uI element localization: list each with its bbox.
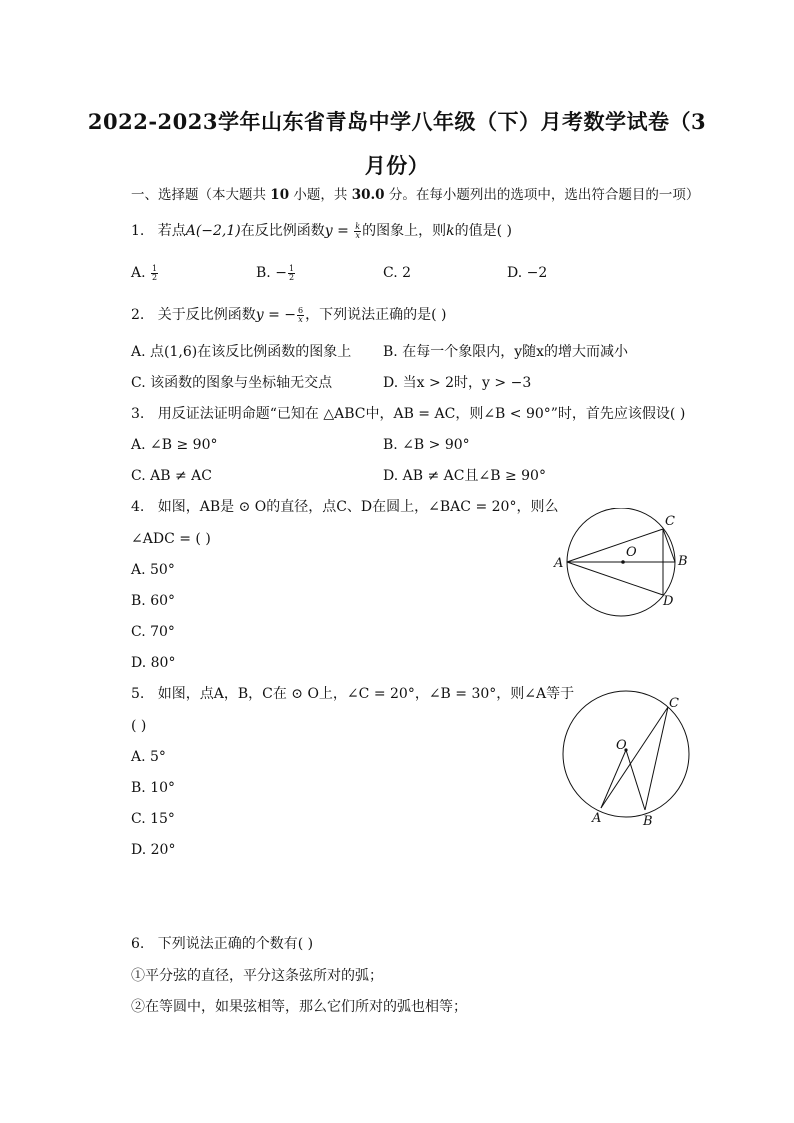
q1-frac-num: k <box>355 221 361 231</box>
section-score: 30.0 <box>351 187 385 203</box>
q5-text: 如图，点A，B，C在 ⊙ O上，∠C = 20°，∠B = 30°，则∠A等于 <box>157 686 575 702</box>
q1-opt-b-fraction <box>288 265 295 282</box>
q1-pre: 若点 <box>157 223 186 239</box>
q6-item-1: ①平分弦的直径，平分这条弦所对的弧； <box>131 968 383 984</box>
q1-number: 1. <box>131 223 145 239</box>
q5-chord-bc <box>645 707 668 810</box>
section-mid: 小题，共 <box>293 187 348 203</box>
q4-center-dot <box>621 560 625 564</box>
q5-text-line-2: ( ) <box>131 718 147 734</box>
q5-option-d: D. 20° <box>131 842 176 858</box>
q1-mid: 在反比例函数 <box>240 223 325 239</box>
q3-text: 用反证法证明命题“已知在 △ABC中，AB = AC，则∠B < 90°”时，首先应该假设( ) <box>157 406 686 422</box>
q4-label-a: A <box>554 556 564 571</box>
question-1 <box>131 222 512 240</box>
question-6 <box>131 935 313 953</box>
q4-option-d: D. 80° <box>131 655 176 671</box>
section-suffix: 分。在每小题列出的选项中，选出符合题目的一项） <box>388 187 700 203</box>
q2-func-lhs: y = − <box>255 307 296 323</box>
q4-figure <box>550 508 700 620</box>
q4-text-line-2: ∠ADC = ( ) <box>131 531 211 547</box>
q1-opt-a-fraction <box>151 265 158 282</box>
section-header <box>131 186 699 204</box>
q1-option-a <box>131 264 159 282</box>
q1-option-d: D. −2 <box>507 265 548 281</box>
q5-radius-oa <box>601 750 626 808</box>
q4-label-o: O <box>626 545 637 560</box>
q5-option-a: A. 5° <box>131 749 166 765</box>
q5-label-a: A <box>592 811 602 826</box>
q2-fraction <box>297 307 304 324</box>
title-line-2: 月份） <box>364 153 430 178</box>
q1-opt-a-num: 1 <box>152 263 158 273</box>
q1-frac-den: x <box>355 230 360 240</box>
q5-option-c: C. 15° <box>131 811 175 827</box>
q1-func-lhs: y = <box>324 223 354 239</box>
q5-label-b: B <box>643 814 653 829</box>
q5-chord-ac <box>601 707 668 808</box>
q5-label-c: C <box>669 696 679 711</box>
q4-label-b: B <box>678 554 688 569</box>
q3-number: 3. <box>131 406 145 422</box>
question-5 <box>131 685 574 703</box>
q6-text: 下列说法正确的个数有( ) <box>157 936 314 952</box>
q1-opt-a-label: A. <box>131 265 146 281</box>
q5-number: 5. <box>131 686 145 702</box>
q3-option-a: A. ∠B ≥ 90° <box>131 437 218 453</box>
section-count: 10 <box>270 187 290 203</box>
title-line-1: 2022-2023学年山东省青岛中学八年级（下）月考数学试卷（3 <box>87 109 707 134</box>
section-prefix: 一、选择题（本大题共 <box>131 187 266 203</box>
q6-item-2: ②在等圆中，如果弦相等，那么它们所对的弧也相等； <box>131 999 467 1015</box>
q5-radius-ob <box>626 750 645 810</box>
q1-opt-b-label: B. <box>256 265 271 281</box>
question-4 <box>131 498 558 516</box>
q4-chord-ad <box>567 562 663 595</box>
q3-option-c: C. AB ≠ AC <box>131 468 212 484</box>
q1-opt-b-sign: − <box>275 265 287 281</box>
q1-opt-b-den: 2 <box>288 272 295 282</box>
q4-chord-cb <box>663 529 675 562</box>
q5-option-b: B. 10° <box>131 780 176 796</box>
q1-var: k <box>446 223 455 239</box>
q1-tail: 的值是( ) <box>454 223 513 239</box>
q4-label-d: D <box>663 594 674 609</box>
q2-option-c: C. 该函数的图象与坐标轴无交点 <box>131 375 333 391</box>
q1-opt-a-den: 2 <box>152 272 158 282</box>
q2-post: ，下列说法正确的是( ) <box>305 307 447 323</box>
q2-option-a: A. 点(1,6)在该反比例函数的图象上 <box>131 344 352 360</box>
q5-label-o: O <box>616 738 627 753</box>
q1-opt-b-num: 1 <box>288 263 295 273</box>
question-3 <box>131 405 685 423</box>
q4-option-b: B. 60° <box>131 593 176 609</box>
q1-fraction <box>354 223 361 240</box>
q1-post: 的图象上，则 <box>362 223 447 239</box>
q2-number: 2. <box>131 307 145 323</box>
question-2 <box>131 306 446 324</box>
q1-option-b <box>256 264 296 282</box>
q2-frac-den: x <box>298 314 303 324</box>
page-title <box>60 100 734 188</box>
q4-number: 4. <box>131 499 145 515</box>
q4-option-a: A. 50° <box>131 562 175 578</box>
q3-option-d: D. AB ≠ AC且∠B ≥ 90° <box>383 468 546 484</box>
q2-frac-num: 6 <box>298 305 304 315</box>
q2-option-b: B. 在每一个象限内，y随x的增大而减小 <box>383 344 628 360</box>
q2-option-d: D. 当x > 2时，y > −3 <box>383 375 532 391</box>
q4-label-c: C <box>665 514 675 529</box>
q1-option-c: C. 2 <box>383 265 412 281</box>
q2-pre: 关于反比例函数 <box>157 307 256 323</box>
q4-option-c: C. 70° <box>131 624 175 640</box>
q4-text: 如图，AB是 ⊙ O的直径，点C、D在圆上，∠BAC = 20°，则么 <box>157 499 559 515</box>
q4-chord-ac <box>567 529 663 562</box>
q6-number: 6. <box>131 936 145 952</box>
q3-option-b: B. ∠B > 90° <box>383 437 470 453</box>
q1-point: A(−2,1) <box>185 223 241 239</box>
q5-figure <box>556 690 702 830</box>
